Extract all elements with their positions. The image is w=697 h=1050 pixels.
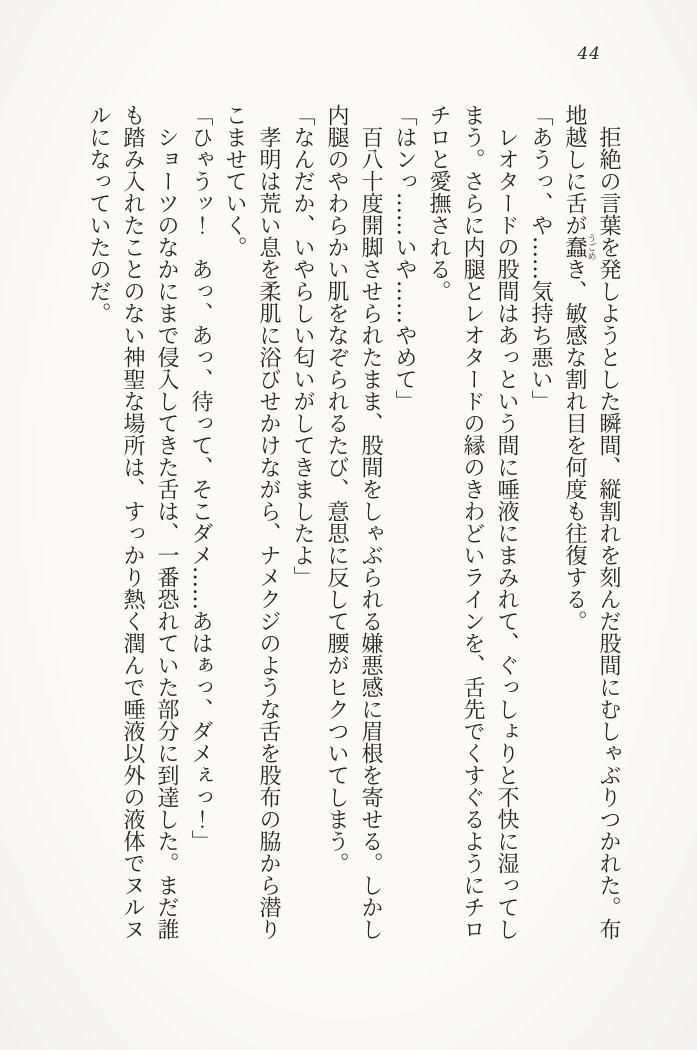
paragraph-7: 孝明は荒い息を柔肌に浴びせかけながら、ナメクジのような舌を股布の脇から潜りこませていく。 (222, 104, 281, 940)
paragraph-4-dialogue: 「はンっ……いや……やめて」 (392, 104, 417, 412)
paragraph-1-post: き、敏感な割れ目を何度も往復する。 (562, 258, 587, 632)
paragraph-9: ショーツのなかにまで侵入してきた舌は、一番恐れていた部分に到達した。まだ誰も踏み入れたことのない神聖な場所は、すっかり熱く潤んで唾液以外の液体でヌルヌルになっていたのだ。 (86, 104, 179, 940)
ruby-ugomeku (562, 233, 596, 261)
paragraph-8-dialogue: 「ひゃうッ！ あっ、あっ、待って、そこダメ……あはぁっ、ダメぇっ！」 (188, 104, 213, 852)
paragraph-6-dialogue: 「なんだか、いやらしい匂いがしてきましたよ」 (290, 104, 315, 588)
paragraph-3: レオタードの股間はあっという間に唾液にまみれて、ぐっしょりと不快に湿ってしまう。さらに内腿とレオタードの縁のきわどいラインを、舌先でくすぐるようにチロチロと愛撫される。 (426, 104, 519, 940)
paragraph-1-pre: 拒絶の言葉を発しようとした瞬間、縦割れを刻んだ股間にむしゃぶりつかれた。布地越しに舌が (562, 104, 621, 940)
paragraph-1 (557, 104, 625, 942)
ruby-furigana: うごめ (585, 233, 596, 261)
paragraph-2-dialogue: 「あうっ、や……気持ち悪い」 (528, 104, 553, 412)
paragraph-5: 百八十度開脚させられたまま、股間をしゃぶられる嫌悪感に眉根を寄せる。しかし内腿のやわらかい肌をなぞられるたび、意思に反して腰がヒクついてしまう。 (324, 104, 383, 940)
ruby-base: 蠢 (562, 233, 587, 261)
page-number: 44 (577, 44, 601, 64)
text-block (81, 104, 625, 942)
